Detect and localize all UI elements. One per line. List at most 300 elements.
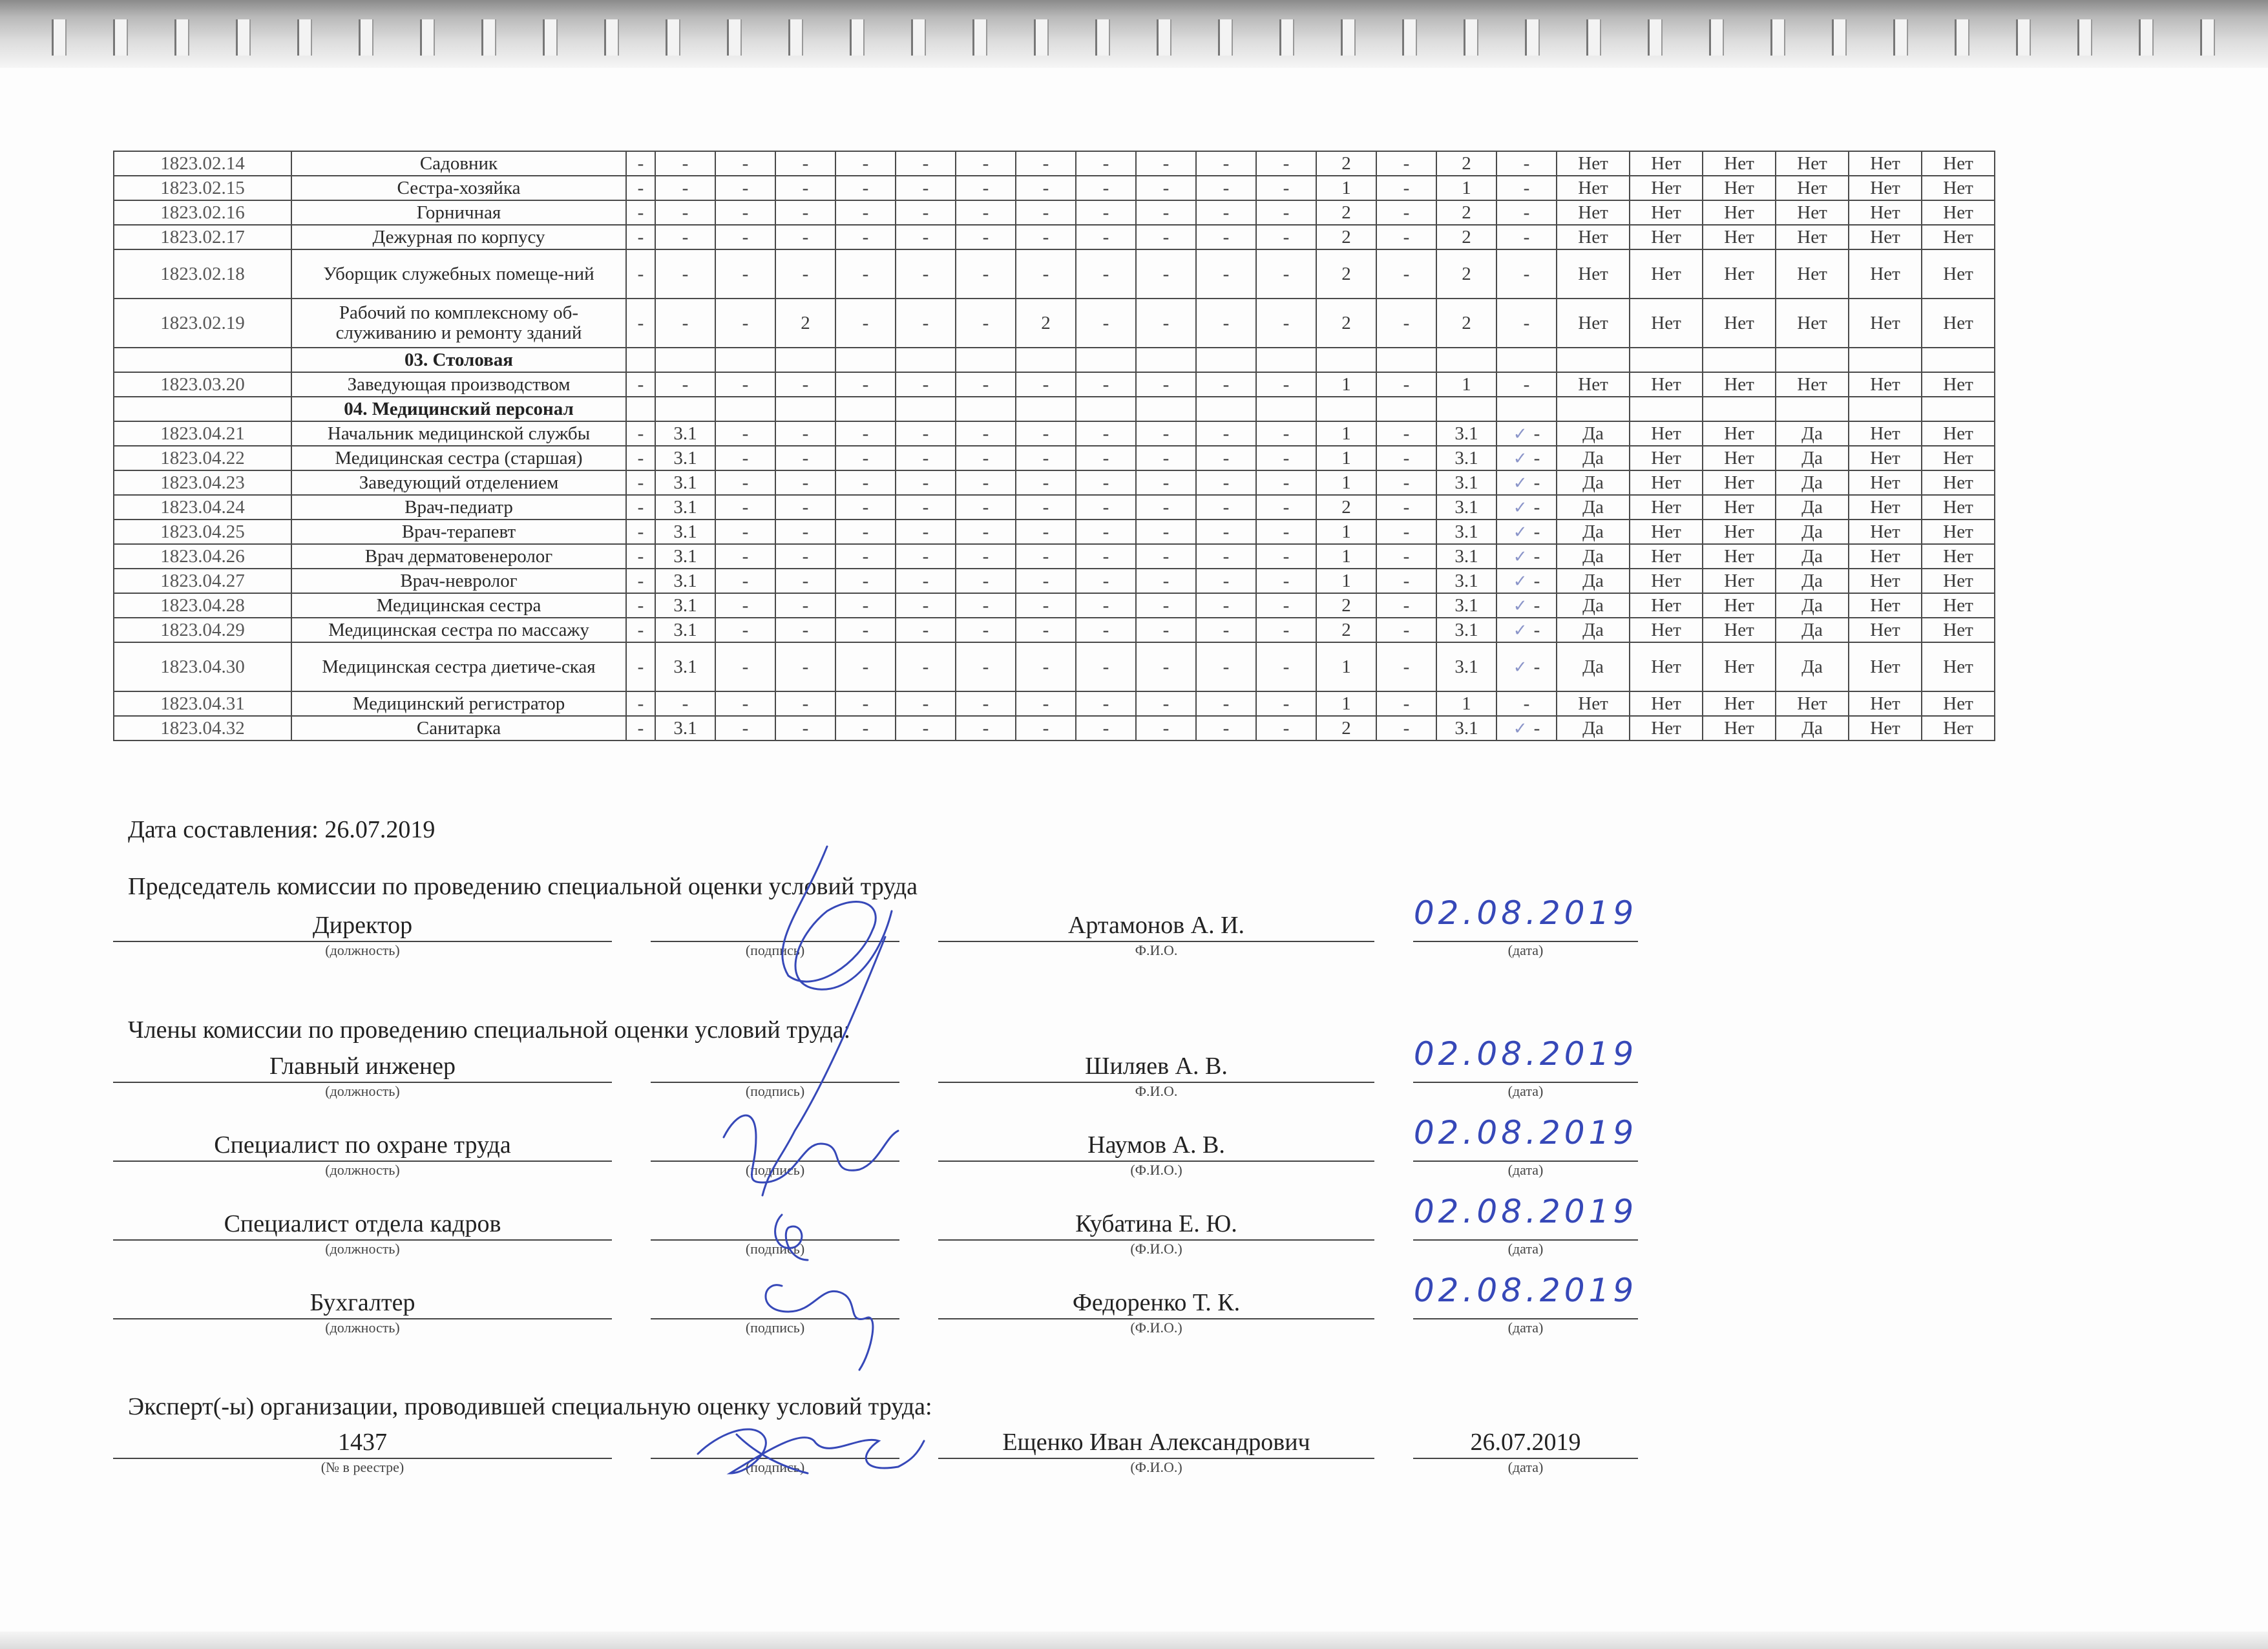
row-code: 1823.04.26 xyxy=(114,544,291,569)
binding-hole xyxy=(1095,19,1110,56)
expert-heading: Эксперт(-ы) организации, проводившей специальную оценку условий труда: xyxy=(128,1393,932,1420)
flag-cell: Нет xyxy=(1630,421,1703,446)
class-cell: - xyxy=(835,618,896,642)
class-cell: - xyxy=(835,470,896,495)
empty-cell xyxy=(1436,348,1496,372)
class-cell: - xyxy=(715,520,775,544)
checkmark-icon: ✓ xyxy=(1513,547,1528,566)
flag-cell: Нет xyxy=(1630,470,1703,495)
class-cell: 1 xyxy=(1436,176,1496,200)
class-cell: - xyxy=(775,544,835,569)
expert-caption: (подпись) xyxy=(745,1459,805,1475)
class-cell: - xyxy=(1256,520,1316,544)
class-cell: - xyxy=(1136,569,1196,593)
table-row xyxy=(114,225,1995,249)
empty-cell xyxy=(1776,348,1849,372)
class-cell: ✓ - xyxy=(1496,520,1557,544)
table-row xyxy=(114,691,1995,716)
class-cell: ✓ - xyxy=(1496,618,1557,642)
flag-cell: Да xyxy=(1557,421,1630,446)
class-cell: 2 xyxy=(1316,225,1376,249)
flag-cell: Нет xyxy=(1557,225,1630,249)
binding-hole xyxy=(1034,19,1049,56)
chair-caption: Ф.И.О. xyxy=(1135,942,1178,958)
flag-cell: Нет xyxy=(1922,618,1995,642)
member-caption: (подпись) xyxy=(745,1162,805,1178)
empty-cell xyxy=(626,397,655,421)
class-cell: 2 xyxy=(1316,151,1376,176)
class-cell: 2 xyxy=(1316,495,1376,520)
flag-cell: Нет xyxy=(1922,520,1995,544)
signatures-overlay xyxy=(666,834,937,1512)
table-row xyxy=(114,495,1995,520)
class-cell: - xyxy=(1256,372,1316,397)
class-cell: - xyxy=(1196,446,1256,470)
section-row xyxy=(114,348,1995,372)
binding-hole xyxy=(604,19,619,56)
flag-cell: Нет xyxy=(1922,421,1995,446)
class-cell: - xyxy=(1136,691,1196,716)
row-name: Сестра-хозяйка xyxy=(291,176,626,200)
empty-cell xyxy=(1316,348,1376,372)
class-cell: - xyxy=(835,520,896,544)
flag-cell: Нет xyxy=(1557,200,1630,225)
row-name: Врач-терапевт xyxy=(291,520,626,544)
class-cell: 2 xyxy=(1016,299,1076,348)
class-cell: - xyxy=(775,249,835,299)
flag-cell: Нет xyxy=(1703,691,1776,716)
table-row xyxy=(114,544,1995,569)
flag-cell: Нет xyxy=(1922,544,1995,569)
class-cell: - xyxy=(626,446,655,470)
table-row xyxy=(114,372,1995,397)
empty-cell xyxy=(1376,397,1436,421)
binding-hole xyxy=(1586,19,1601,56)
class-cell: - xyxy=(1136,176,1196,200)
row-code: 1823.04.30 xyxy=(114,642,291,691)
member-position: Специалист отдела кадров xyxy=(224,1210,501,1237)
flag-cell: Нет xyxy=(1630,151,1703,176)
class-cell: - xyxy=(775,200,835,225)
class-cell: - xyxy=(1376,372,1436,397)
class-cell: - xyxy=(1496,299,1557,348)
member-caption: (дата) xyxy=(1507,1319,1544,1336)
class-cell: - xyxy=(1136,372,1196,397)
empty-cell xyxy=(1496,348,1557,372)
binding-hole xyxy=(113,19,128,56)
class-cell: - xyxy=(835,225,896,249)
class-cell: - xyxy=(1016,495,1076,520)
class-cell: - xyxy=(1496,225,1557,249)
class-cell: - xyxy=(1016,249,1076,299)
class-cell: - xyxy=(835,544,896,569)
class-cell: - xyxy=(775,446,835,470)
empty-cell xyxy=(1196,397,1256,421)
class-cell: - xyxy=(655,176,715,200)
flag-cell: Нет xyxy=(1630,520,1703,544)
class-cell: - xyxy=(1196,544,1256,569)
flag-cell: Да xyxy=(1557,569,1630,593)
class-cell: - xyxy=(1076,225,1136,249)
class-cell: - xyxy=(626,299,655,348)
class-cell: - xyxy=(1016,151,1076,176)
class-cell: - xyxy=(715,691,775,716)
empty-cell xyxy=(1376,348,1436,372)
member-caption: (подпись) xyxy=(745,1083,805,1099)
class-cell: - xyxy=(1136,225,1196,249)
class-cell: - xyxy=(896,200,956,225)
row-name: Начальник медицинской службы xyxy=(291,421,626,446)
class-cell: - xyxy=(1376,544,1436,569)
class-cell: - xyxy=(1256,618,1316,642)
flag-cell: Нет xyxy=(1703,716,1776,740)
class-cell: - xyxy=(1196,642,1256,691)
class-cell: - xyxy=(1376,470,1436,495)
class-cell: - xyxy=(1256,544,1316,569)
class-cell: - xyxy=(835,691,896,716)
member-caption: (Ф.И.О.) xyxy=(1130,1319,1182,1336)
binding-hole xyxy=(1893,19,1908,56)
row-name: Медицинская сестра диетиче-ская xyxy=(291,642,626,691)
flag-cell: Нет xyxy=(1703,176,1776,200)
class-cell: - xyxy=(835,593,896,618)
class-cell: - xyxy=(1496,151,1557,176)
section-title: 04. Медицинский персонал xyxy=(291,397,626,421)
empty-cell xyxy=(655,348,715,372)
class-cell: - xyxy=(956,225,1016,249)
member-caption: (подпись) xyxy=(745,1319,805,1336)
class-cell: - xyxy=(715,299,775,348)
class-cell: - xyxy=(956,569,1016,593)
empty-cell xyxy=(1849,348,1922,372)
class-cell: - xyxy=(1136,716,1196,740)
flag-cell: Да xyxy=(1776,618,1849,642)
row-name: Медицинская сестра xyxy=(291,593,626,618)
flag-cell: Нет xyxy=(1703,249,1776,299)
table-row xyxy=(114,151,1995,176)
member-date: 02.08.2019 xyxy=(1413,1114,1638,1151)
member-caption: (дата) xyxy=(1507,1241,1544,1257)
members-heading: Члены комиссии по проведению специальной оценки условий труда: xyxy=(128,1016,851,1044)
class-cell: 2 xyxy=(1316,299,1376,348)
class-cell: - xyxy=(956,618,1016,642)
class-cell: 3.1 xyxy=(1436,716,1496,740)
empty-cell xyxy=(896,348,956,372)
table-row xyxy=(114,249,1995,299)
empty-cell xyxy=(775,397,835,421)
class-cell: - xyxy=(1016,569,1076,593)
class-cell: - xyxy=(1016,618,1076,642)
empty-cell xyxy=(1256,348,1316,372)
class-cell: 1 xyxy=(1316,470,1376,495)
class-cell: 3.1 xyxy=(655,618,715,642)
class-cell: - xyxy=(1076,176,1136,200)
class-cell: - xyxy=(1256,495,1316,520)
flag-cell: Нет xyxy=(1776,249,1849,299)
row-name: Санитарка xyxy=(291,716,626,740)
flag-cell: Нет xyxy=(1776,200,1849,225)
empty-cell xyxy=(715,397,775,421)
class-cell: - xyxy=(1076,151,1136,176)
checkmark-icon: ✓ xyxy=(1513,620,1528,640)
flag-cell: Нет xyxy=(1630,569,1703,593)
empty-cell xyxy=(1849,397,1922,421)
flag-cell: Нет xyxy=(1922,446,1995,470)
binding-hole xyxy=(1832,19,1847,56)
class-cell: - xyxy=(956,200,1016,225)
empty-cell xyxy=(1316,397,1376,421)
class-cell: - xyxy=(1196,372,1256,397)
class-cell: 3.1 xyxy=(655,446,715,470)
class-cell: - xyxy=(626,569,655,593)
class-cell: 3.1 xyxy=(1436,470,1496,495)
class-cell: - xyxy=(1256,691,1316,716)
class-cell: 1 xyxy=(1316,520,1376,544)
table-row xyxy=(114,446,1995,470)
flag-cell: Нет xyxy=(1703,421,1776,446)
binding-hole xyxy=(666,19,680,56)
row-name: Дежурная по корпусу xyxy=(291,225,626,249)
class-cell: 1 xyxy=(1436,372,1496,397)
class-cell: - xyxy=(626,520,655,544)
class-cell: - xyxy=(1076,569,1136,593)
class-cell: - xyxy=(896,520,956,544)
class-cell: - xyxy=(715,544,775,569)
class-cell: - xyxy=(655,200,715,225)
section-row xyxy=(114,397,1995,421)
class-cell: - xyxy=(1376,151,1436,176)
flag-cell: Нет xyxy=(1630,618,1703,642)
empty-cell xyxy=(1496,397,1557,421)
class-cell: - xyxy=(956,151,1016,176)
class-cell: - xyxy=(1496,372,1557,397)
class-cell: - xyxy=(835,569,896,593)
class-cell: - xyxy=(1136,618,1196,642)
empty-cell xyxy=(1196,348,1256,372)
flag-cell: Нет xyxy=(1630,495,1703,520)
class-cell: 3.1 xyxy=(655,593,715,618)
flag-cell: Нет xyxy=(1776,176,1849,200)
class-cell: - xyxy=(715,593,775,618)
class-cell: - xyxy=(1016,421,1076,446)
class-cell: - xyxy=(1196,618,1256,642)
class-cell: - xyxy=(715,642,775,691)
class-cell: - xyxy=(715,372,775,397)
row-code: 1823.04.28 xyxy=(114,593,291,618)
class-cell: - xyxy=(715,495,775,520)
flag-cell: Нет xyxy=(1776,225,1849,249)
empty-cell xyxy=(835,348,896,372)
checkmark-icon: ✓ xyxy=(1513,571,1528,591)
flag-cell: Нет xyxy=(1922,176,1995,200)
engineer-signature xyxy=(762,937,885,1195)
row-code: 1823.04.31 xyxy=(114,691,291,716)
flag-cell: Нет xyxy=(1703,470,1776,495)
chair-signature xyxy=(782,846,892,989)
class-cell: 1 xyxy=(1316,446,1376,470)
class-cell: - xyxy=(1136,249,1196,299)
class-cell: - xyxy=(1196,299,1256,348)
flag-cell: Нет xyxy=(1849,691,1922,716)
flag-cell: Нет xyxy=(1849,569,1922,593)
binding-hole xyxy=(1157,19,1171,56)
class-cell: 3.1 xyxy=(655,421,715,446)
class-cell: - xyxy=(626,372,655,397)
class-cell: 3.1 xyxy=(1436,520,1496,544)
flag-cell: Нет xyxy=(1922,299,1995,348)
class-cell: - xyxy=(1016,544,1076,569)
row-name: Рабочий по комплексному об-служиванию и ремонту зданий xyxy=(291,299,626,348)
row-code: 1823.04.24 xyxy=(114,495,291,520)
class-cell: - xyxy=(1076,618,1136,642)
flag-cell: Нет xyxy=(1849,495,1922,520)
class-cell: - xyxy=(896,176,956,200)
flag-cell: Нет xyxy=(1630,446,1703,470)
row-code-cell xyxy=(114,348,291,372)
class-cell: - xyxy=(715,200,775,225)
flag-cell: Да xyxy=(1776,446,1849,470)
flag-cell: Да xyxy=(1557,470,1630,495)
member-caption: (должность) xyxy=(325,1319,400,1336)
class-cell: - xyxy=(1076,372,1136,397)
class-cell: - xyxy=(956,470,1016,495)
class-cell: - xyxy=(1016,372,1076,397)
class-cell: ✓ - xyxy=(1496,421,1557,446)
class-cell: 3.1 xyxy=(1436,569,1496,593)
class-cell: - xyxy=(1136,446,1196,470)
empty-cell xyxy=(1557,397,1630,421)
class-cell: - xyxy=(956,446,1016,470)
class-cell: - xyxy=(1196,421,1256,446)
row-code: 1823.04.32 xyxy=(114,716,291,740)
class-cell: 3.1 xyxy=(655,544,715,569)
empty-cell xyxy=(1922,397,1995,421)
class-cell: - xyxy=(1196,716,1256,740)
class-cell: - xyxy=(1376,642,1436,691)
class-cell: - xyxy=(1196,593,1256,618)
flag-cell: Нет xyxy=(1922,642,1995,691)
class-cell: - xyxy=(1256,176,1316,200)
binding-hole xyxy=(52,19,67,56)
empty-cell xyxy=(1557,348,1630,372)
flag-cell: Нет xyxy=(1849,421,1922,446)
class-cell: - xyxy=(1256,716,1316,740)
bottom-edge xyxy=(0,1632,2268,1649)
table-row xyxy=(114,176,1995,200)
class-cell: 3.1 xyxy=(655,520,715,544)
member-caption: (подпись) xyxy=(745,1241,805,1257)
empty-cell xyxy=(1703,397,1776,421)
class-cell: 3.1 xyxy=(1436,544,1496,569)
member-date: 02.08.2019 xyxy=(1413,1272,1638,1309)
class-cell: - xyxy=(1016,716,1076,740)
class-cell: ✓ - xyxy=(1496,544,1557,569)
flag-cell: Нет xyxy=(1703,544,1776,569)
class-cell: - xyxy=(835,200,896,225)
class-cell: - xyxy=(1376,569,1436,593)
empty-cell xyxy=(1703,348,1776,372)
flag-cell: Нет xyxy=(1922,372,1995,397)
row-name: Заведующий отделением xyxy=(291,470,626,495)
row-code: 1823.04.27 xyxy=(114,569,291,593)
empty-cell xyxy=(655,397,715,421)
class-cell: - xyxy=(1076,299,1136,348)
class-cell: - xyxy=(715,421,775,446)
class-cell: - xyxy=(1376,176,1436,200)
row-code: 1823.02.16 xyxy=(114,200,291,225)
flag-cell: Нет xyxy=(1849,544,1922,569)
flag-cell: Нет xyxy=(1630,200,1703,225)
class-cell: - xyxy=(956,593,1016,618)
class-cell: - xyxy=(896,470,956,495)
class-cell: - xyxy=(896,421,956,446)
class-cell: - xyxy=(715,716,775,740)
class-cell: - xyxy=(1256,249,1316,299)
class-cell: - xyxy=(775,225,835,249)
class-cell: - xyxy=(626,716,655,740)
class-cell: - xyxy=(1016,176,1076,200)
class-cell: - xyxy=(1136,495,1196,520)
row-name: Врач-педиатр xyxy=(291,495,626,520)
flag-cell: Да xyxy=(1557,495,1630,520)
class-cell: - xyxy=(956,691,1016,716)
class-cell: - xyxy=(1196,200,1256,225)
flag-cell: Нет xyxy=(1922,249,1995,299)
binding-hole xyxy=(1955,19,1969,56)
class-cell: - xyxy=(655,299,715,348)
class-cell: - xyxy=(775,421,835,446)
binding-hole xyxy=(850,19,865,56)
class-cell: - xyxy=(1376,421,1436,446)
class-cell: - xyxy=(1076,470,1136,495)
flag-cell: Нет xyxy=(1630,372,1703,397)
class-cell: - xyxy=(956,299,1016,348)
class-cell: - xyxy=(835,642,896,691)
class-cell: - xyxy=(1016,520,1076,544)
class-cell: - xyxy=(896,544,956,569)
binding-hole xyxy=(543,19,558,56)
class-cell: - xyxy=(1076,495,1136,520)
flag-cell: Да xyxy=(1776,421,1849,446)
flag-cell: Нет xyxy=(1703,225,1776,249)
class-cell: - xyxy=(715,151,775,176)
class-cell: - xyxy=(835,421,896,446)
empty-cell xyxy=(1076,397,1136,421)
class-cell: - xyxy=(626,176,655,200)
class-cell: - xyxy=(896,495,956,520)
binding-hole xyxy=(1709,19,1724,56)
flag-cell: Нет xyxy=(1557,372,1630,397)
class-cell: 1 xyxy=(1316,642,1376,691)
chair-caption: (дата) xyxy=(1507,942,1544,958)
empty-cell xyxy=(1016,397,1076,421)
flag-cell: Нет xyxy=(1703,200,1776,225)
binding-hole xyxy=(2077,19,2092,56)
flag-cell: Нет xyxy=(1703,151,1776,176)
row-code: 1823.02.17 xyxy=(114,225,291,249)
checkmark-icon: ✓ xyxy=(1513,498,1528,517)
class-cell: - xyxy=(835,495,896,520)
flag-cell: Да xyxy=(1776,569,1849,593)
class-cell: 2 xyxy=(1316,249,1376,299)
empty-cell xyxy=(715,348,775,372)
class-cell: - xyxy=(1196,495,1256,520)
class-cell: - xyxy=(956,544,1016,569)
row-name: Заведующая производством xyxy=(291,372,626,397)
flag-cell: Нет xyxy=(1630,299,1703,348)
class-cell: - xyxy=(896,569,956,593)
class-cell: - xyxy=(1256,470,1316,495)
